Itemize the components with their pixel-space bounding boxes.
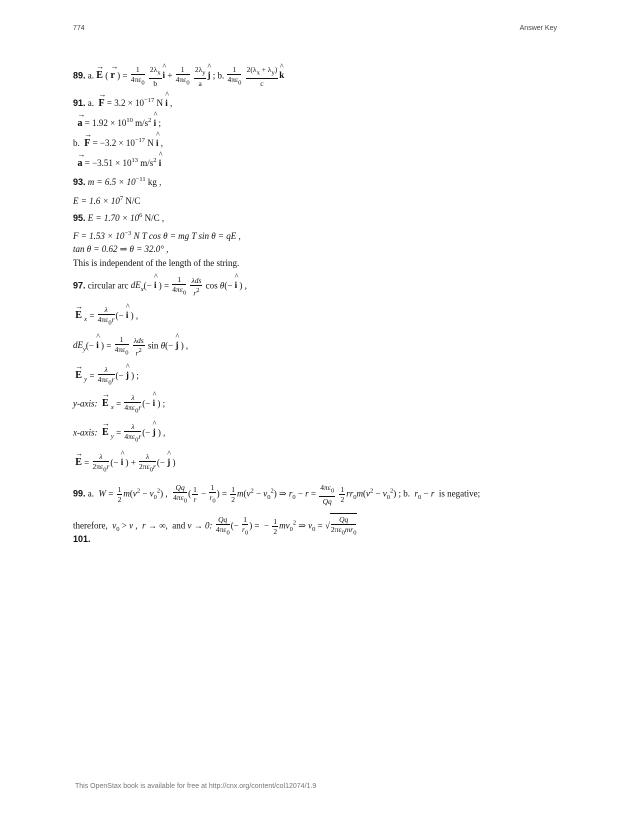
field-value: E = 1.6 × 10 xyxy=(73,196,120,206)
part-label: a. xyxy=(87,98,95,108)
field-value: E = 1.70 × 10 xyxy=(87,213,140,223)
mass-value: m = 6.5 × 10 xyxy=(87,177,136,187)
unit: N xyxy=(156,98,163,108)
therefore-text: therefore, xyxy=(73,520,108,531)
answer-95-angle xyxy=(73,243,168,255)
answer-number: 97. xyxy=(73,280,86,291)
note-text: This is independent of the length of the string. xyxy=(73,258,240,268)
answer-95-note xyxy=(73,257,239,269)
answer-97-yaxis: y-axis: → E $_x$ = $\frac{\lambda}{4\pi\varepsilon_0r}$ (− ^ i ) ; xyxy=(73,393,165,416)
force-value: F = 1.53 × 10 xyxy=(73,231,125,241)
unit: m/s xyxy=(135,118,149,128)
answer-91-a-accel: → $a = 1.92 \times 10^{10}$ $m/s^2$ ^ i ; xyxy=(73,115,161,130)
arc-label: circular arc xyxy=(87,280,129,291)
answer-91-b-accel: → $a = -3.51 \times 10^{13}$ $m/s^2$ ^ i xyxy=(73,155,161,170)
answer-101 xyxy=(73,533,91,545)
answer-99-line2: therefore, $v_0 > v$ , r → ∞, and v → 0: $\frac{Qq}{4\pi\varepsilon_0}$ (− $\frac{1}{r_0}$ ) = − $\frac{1}{2}$ $mv_0^2$ ⇒ $v_0$ = √ $\frac{Qq}{2\pi\varepsilon_0mr_0}$ xyxy=(73,515,357,537)
answer-number: 95. xyxy=(73,213,86,223)
answer-97-total: → E = $\frac{\lambda}{2\pi\varepsilon_0r}$ (− ^ i ) + $\frac{\lambda}{2\pi\varepsilon_0r}$ (− ^ j ) xyxy=(73,452,175,475)
answer-97-xaxis: x-axis: → E $_y$ = $\frac{\lambda}{4\pi\varepsilon_0r}$ (− ^ j ) , xyxy=(73,422,165,445)
exponent: 10 xyxy=(126,117,133,124)
answer-97-dey: $dE_y(-$ ^ i ) = $\frac{1}{4\pi\varepsilon_0}$ $\frac{\text{λds}}{r^2}$ sin θ(− ^ j ) , xyxy=(73,335,188,358)
unit: N/C xyxy=(125,196,141,206)
section-title: Answer Key xyxy=(519,25,557,32)
neg-text: is negative; xyxy=(438,488,481,499)
unit: N/C , xyxy=(144,213,165,223)
axis-label: x-axis: xyxy=(73,427,98,438)
answer-number: 93. xyxy=(73,177,86,187)
limit-text: v → 0: xyxy=(187,520,213,531)
footer-text: This OpenStax book is available for free at http://cnx.org/content/col12074/1.9 xyxy=(75,783,317,790)
answer-93-field xyxy=(73,193,140,207)
exponent: −17 xyxy=(134,137,146,144)
exponent: 6 xyxy=(139,212,143,219)
exponent: 13 xyxy=(131,157,138,164)
answer-97-ey: → E $_y$ = $\frac{\lambda}{4\pi\varepsilon_0r}$ (− ^ j ) ; xyxy=(73,365,139,388)
answer-97-ex: → E $_x$ = $\frac{\lambda}{4\pi\varepsilon_0r}$ (− ^ i ) , xyxy=(73,305,138,328)
unit: kg , xyxy=(147,177,162,187)
answer-91-b-force: b. → $F = -3.2 \times 10^{-17}$ N ^ i , xyxy=(73,135,163,150)
answer-number: 99. xyxy=(73,488,86,499)
answer-number: 101. xyxy=(73,534,91,544)
angle-equation: tan θ = 0.62 ⇒ θ = 32.0° , xyxy=(73,244,169,254)
answer-99-line1: 99. a. W = $\frac{1}{2}$ $m(v^2 - v_0^2)$ , $\frac{Qq}{4\pi\varepsilon_0}$ ( $\frac{1}{r}$ − $\frac{1}{r_0}$ ) = $\frac{1}{2}$ $m(v^2 - v_0^2)$ ⇒ $r_0 - r$ = $\frac{4\pi\varepsilon_0}{Qq}$ $\frac{1}{2}$ $rr_0m(v^2 - v_0^2)$ ; b. $r_0 - r$ is negative; xyxy=(73,483,481,506)
part-label: a. xyxy=(87,70,95,81)
exponent: −3 xyxy=(124,230,132,237)
accel-value: = −3.51 × 10 xyxy=(84,158,132,168)
answer-number: 89. xyxy=(73,70,86,81)
part-label: ; b. xyxy=(212,70,225,81)
axis-label: y-axis: xyxy=(73,398,98,409)
exponent: −11 xyxy=(135,176,146,183)
part-label: b. xyxy=(73,138,80,148)
answer-93-mass xyxy=(73,174,161,188)
exponent: 7 xyxy=(119,195,124,202)
answer-97-arc: 97. circular arc $dE_x(-$ ^ i ) = $\frac{1}{4\pi\varepsilon_0}$ $\frac{\text{λds}}{r^2}$ cos θ(− ^ i ) , xyxy=(73,275,247,298)
answer-89: 89. a. → E ( → r ) = $\frac{1}{4\pi\varepsilon_0}$ $\frac{2\lambda_x}{b}$ ^ i + $\frac{1}{4\pi\varepsilon_0}$ $\frac{2\lambda_y}{a}$ ^ j ; b. $\frac{1}{4\pi\varepsilon_0}$ $\frac{2(\lambda_x + \lambda_y)}{c}$ ^ k xyxy=(73,65,284,88)
and-text: and xyxy=(172,520,186,531)
answer-95-field xyxy=(73,210,164,224)
answer-91-a-force: 91. a. → $F = 3.2 \times 10^{-17}$ N ^ i , xyxy=(73,95,172,110)
answer-95-force xyxy=(73,228,241,242)
tension-equations: N T cos θ = mg T sin θ = qE , xyxy=(133,231,241,241)
part-label: b. xyxy=(403,488,411,499)
accel-value: = 1.92 × 10 xyxy=(84,118,127,128)
exponent: −17 xyxy=(144,97,155,104)
force-value: = −3.2 × 10 xyxy=(92,138,135,148)
part-label: a. xyxy=(87,488,95,499)
page-number: 774 xyxy=(73,25,85,32)
answer-number: 91. xyxy=(73,98,86,108)
force-value: = 3.2 × 10 xyxy=(106,98,145,108)
